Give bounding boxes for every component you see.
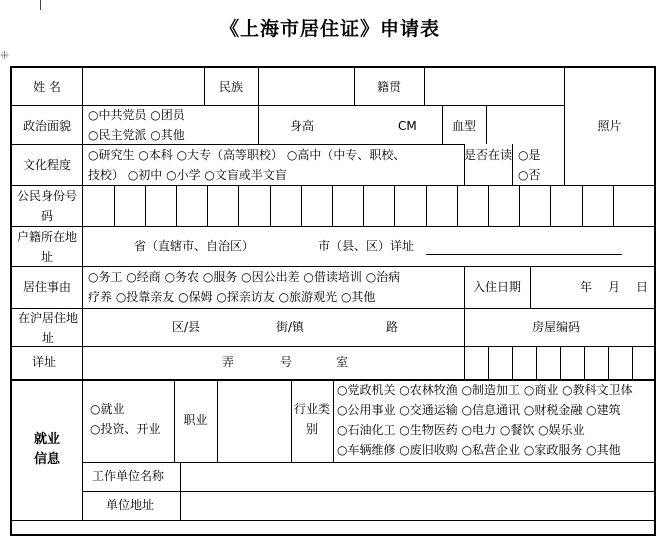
occupation-label: 职业 xyxy=(183,413,208,427)
political-label: 政治面貌 xyxy=(22,119,71,133)
addr-box-line xyxy=(536,346,537,379)
native-place-label: 籍贯 xyxy=(376,80,401,94)
native-place-field[interactable] xyxy=(425,68,563,105)
detail-number: 号 xyxy=(280,355,293,369)
hukou-label: 户籍所在地址 xyxy=(16,230,77,264)
house-code-label: 房屋编码 xyxy=(532,320,581,334)
industry-label: 行业类别 xyxy=(293,402,330,436)
row-line xyxy=(12,520,654,521)
education-label: 文化程度 xyxy=(22,158,71,172)
in-school-options[interactable] xyxy=(518,145,564,185)
employment-options[interactable] xyxy=(90,399,174,439)
education-option-line[interactable]: ○研究生 ○本科 ○大专（高等职校） ○高中（中专、职校、 xyxy=(88,148,406,162)
addr-district: 区/县 xyxy=(172,320,201,334)
detail-address-label: 详址 xyxy=(32,355,57,369)
addr-box-line xyxy=(464,346,465,379)
education-options[interactable] xyxy=(88,145,463,185)
addr-box-line xyxy=(512,346,513,379)
blood-field[interactable] xyxy=(487,105,563,144)
employer-name-field[interactable] xyxy=(181,463,653,491)
hukou-province-text: 省（直辖市、自治区） xyxy=(134,239,255,253)
in-school-yes[interactable]: ○是 xyxy=(518,148,541,162)
row-line xyxy=(12,308,654,309)
detail-room: 室 xyxy=(336,355,349,369)
name-field[interactable] xyxy=(83,68,203,105)
political-option-line[interactable]: ○中共党员 ○团员 xyxy=(88,108,185,122)
col-line xyxy=(258,105,259,144)
in-school-label: 是否在读 xyxy=(464,148,513,162)
col-line xyxy=(333,379,334,462)
employer-name-label: 工作单位名称 xyxy=(92,469,165,483)
row-line xyxy=(12,346,654,347)
employment-option[interactable]: ○就业 xyxy=(90,402,125,416)
addr-box-line xyxy=(584,346,585,379)
industry-option-line[interactable]: ○党政机关 ○农林牧渔 ○制造加工 ○商业 ○教科文卫体 xyxy=(337,383,633,397)
photo-label: 照片 xyxy=(597,119,622,133)
col-line xyxy=(512,144,513,185)
occupation-field[interactable] xyxy=(218,380,290,462)
employment-option[interactable]: ○投资、开业 xyxy=(90,422,161,436)
id-number-label: 公民身份号码 xyxy=(16,189,77,223)
row-line xyxy=(12,226,654,227)
addr-box-line xyxy=(488,346,489,379)
industry-options[interactable] xyxy=(337,380,653,460)
application-form xyxy=(10,66,656,536)
name-label: 姓 名 xyxy=(33,80,61,94)
col-line xyxy=(530,266,531,308)
residence-reason-options[interactable] xyxy=(88,267,463,307)
employment-label: 就业信息 xyxy=(33,432,60,467)
education-option-line[interactable]: 技校） ○初中 ○小学 ○文盲或半文盲 xyxy=(88,168,287,182)
date-day: 日 xyxy=(636,280,649,294)
political-option-line[interactable]: ○民主党派 ○其他 xyxy=(88,128,185,142)
height-unit: CM xyxy=(398,119,417,133)
form-title: 《上海市居住证》申请表 xyxy=(219,18,440,40)
industry-option-line[interactable]: ○车辆维修 ○废旧收购 ○私营企业 ○家政服务 ○其他 xyxy=(337,443,621,457)
blood-label: 血型 xyxy=(451,119,476,133)
political-options[interactable] xyxy=(88,105,258,145)
date-month: 月 xyxy=(608,280,621,294)
top-divider xyxy=(40,0,41,10)
date-year: 年 xyxy=(580,280,593,294)
id-number-field[interactable] xyxy=(83,185,654,226)
employer-address-field[interactable] xyxy=(181,492,653,520)
residence-reason-label: 居住事由 xyxy=(22,280,71,294)
industry-option-line[interactable]: ○石油化工 ○生物医药 ○电力 ○餐饮 ○娱乐业 xyxy=(337,423,585,437)
reason-option-line[interactable]: 疗养 ○投靠亲友 ○保姆 ○探亲访友 ○旅游观光 ○其他 xyxy=(88,290,376,304)
col-line xyxy=(82,68,83,520)
addr-box-line xyxy=(608,346,609,379)
addr-box-line xyxy=(632,346,633,379)
entry-date-label: 入住日期 xyxy=(472,280,521,294)
height-label: 身高 xyxy=(290,119,315,133)
ethnicity-label: 民族 xyxy=(218,80,243,94)
col-line xyxy=(464,308,465,346)
reason-option-line[interactable]: ○务工 ○经商 ○务农 ○服务 ○因公出差 ○借读培训 ○治病 xyxy=(88,270,401,284)
addr-box-line xyxy=(560,346,561,379)
ethnicity-field[interactable] xyxy=(259,68,353,105)
shanghai-address-label: 在沪居住地 址 xyxy=(18,311,79,345)
in-school-no[interactable]: ○否 xyxy=(518,168,541,182)
detail-lane: 弄 xyxy=(222,355,235,369)
employer-address-label: 单位地址 xyxy=(106,498,155,512)
hukou-city-text: 市（县、区）详址 xyxy=(318,239,415,253)
col-line xyxy=(291,379,292,462)
addr-street: 街/镇 xyxy=(276,320,305,334)
hukou-address-underline[interactable] xyxy=(426,254,622,255)
addr-road: 路 xyxy=(386,320,399,334)
industry-option-line[interactable]: ○公用事业 ○交通运输 ○信息通讯 ○财税金融 ○建筑 xyxy=(337,403,621,417)
move-anchor-icon[interactable]: ⁜ xyxy=(0,49,10,62)
